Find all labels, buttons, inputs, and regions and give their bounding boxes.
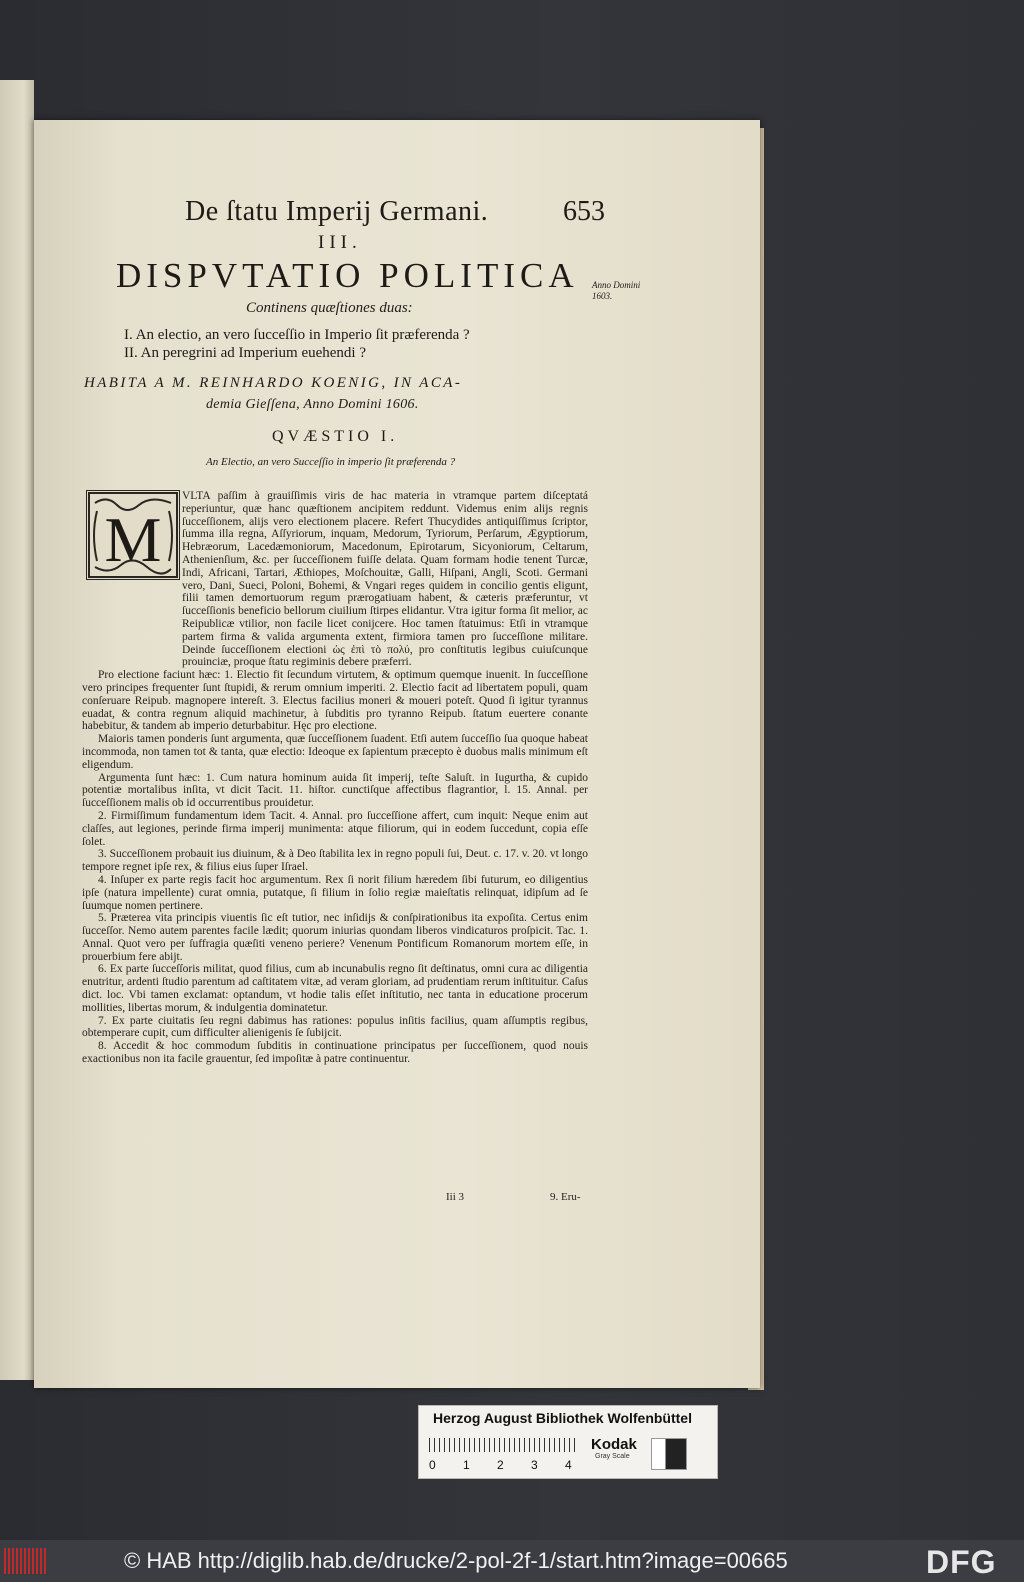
question-list <box>124 326 470 362</box>
signature-mark: Iii 3 <box>446 1191 465 1203</box>
paragraph: Argumenta ſunt hæc: 1. Cum natura hominum auida ſit imperij, teſte Saluſt. in Iugurtha, & cupido potentiæ mortalibus inſita, vt dicit Tacit. 11. hiſtor. cunctiſque affectibus flagrantior, l. 15. Annal. per ſucceſſionem malis ob id occurrentibus prouidetur. <box>82 771 588 810</box>
page-number: 653 <box>563 196 605 227</box>
habita-line: HABITA A M. REINHARDO KOENIG, IN ACA- <box>84 375 463 391</box>
ruler-number: 1 <box>463 1458 470 1472</box>
initial-letter: M <box>104 504 162 575</box>
paragraph: 6. Ex parte ſucceſſoris militat, quod filius, cum ab incunabulis regno ſit deſtinatus, omni cura ac diligentia enutritur, ardenti ſtudio parentum ad caſtitatem vitæ, ad veram gloriam, ad prudentiam rerum inſtituitur. Caſus dict. loc. Vbi tamen exclamat: optandum, vt hodie talis eſſet inſtitutio, nec tanta in educatione procerum mollities, libertas morum, & indulgentia dominatetur. <box>82 963 588 1014</box>
copyright-link[interactable]: © HAB http://diglib.hab.de/drucke/2-pol-2f-1/start.htm?image=00665 <box>124 1548 788 1573</box>
ornament-icon <box>87 491 179 579</box>
decorated-initial <box>86 490 180 580</box>
disputation-number: III. <box>318 232 362 253</box>
paragraph: 5. Præterea vita principis viuentis ſic eſt tutior, nec inſidijs & conſpirationibus ita expoſita. Certus enim ſucceſſor. Nemo autem parentes facile lædit; quorum iniurias quondam liberos vindicaturos proſpicit. Tac. 1. Annal. Quot vero per ſuffragia quæſiti veneno periere? Venenum Pontificum Romanorum mortem eſſe, in prouerbium fere abijt. <box>82 912 588 963</box>
ruler-number: 4 <box>565 1458 572 1472</box>
footer-bar <box>0 1540 1024 1582</box>
disputation-title: DISPVTATIO POLITICA <box>116 256 579 295</box>
habita-line-2: demia Gieſſena, Anno Domini 1606. <box>206 397 419 412</box>
running-title: De ſtatu Imperij Germani. <box>185 196 489 227</box>
hab-barcode-icon <box>4 1548 48 1574</box>
question-item: II. An peregrini ad Imperium euehendi ? <box>124 345 366 361</box>
paragraph: 3. Succeſſionem probauit ius diuinum, & à Deo ſtabilita lex in regno populi ſui, Deut. c. 17. v. 20. vt longo tempore regnet ipſe rex, & filius eius ſuper Iſrael. <box>82 848 588 874</box>
margin-note <box>592 280 640 302</box>
paragraph: 4. Inſuper ex parte regis facit hoc argumentum. Rex ſi norit filium hæredem ſibi futurum, eo diligentius ipſe (natura impellente) curat omnia, putatque, ſi filium in ſolio regiæ maieſtatis relinquat, idipſum ad ſe ſuumque nomen pertinere. <box>82 873 588 912</box>
quaestio-subheading: An Electio, an vero Succeſſio in imperio ſit præferenda ? <box>206 456 456 468</box>
paragraph: Pro electione faciunt hæc: 1. Electio fit ſecundum virtutem, & optimum quemque inuenit. In ſucceſſione vero principes frequenter ſunt ſtupidi, & rerum omnium imperiti. 2. Electio facit ad libertatem populi, quam conſeruare Reipub. magnopere intereſt. 3. Electus facilius moneri & moueri poteſt. Quod ſi igitur tyrannus euadat, & contra regnum aliquid machinetur, à ſubditis pro tyranno Reipub. ſtatum euertere conante habebitur, & tandem ab imperio deturbabitur. Hęc pro electione. <box>82 669 588 733</box>
left-page-edge <box>0 80 34 1380</box>
paragraph: 7. Ex parte ciuitatis ſeu regni dabimus has rationes: populus inſitis facilius, quam aſſumptis regibus, obtemperare cupit, cum difficulter alienigenis ſe ſubijcit. <box>82 1014 588 1040</box>
kodak-logo: Kodak <box>591 1436 637 1453</box>
dfg-logo: DFG <box>926 1544 997 1580</box>
paragraph: 2. Firmiſſimum fundamentum idem Tacit. 4. Annal. pro ſucceſſione affert, cum inquit: Neque enim aut claſſes, aut legiones, perinde firma imperij munimenta: atque filiorum, qui in eodem ſuccedunt, copia eſſe ſolet. <box>82 809 588 848</box>
ruler-number: 3 <box>531 1458 538 1472</box>
ruler-number: 0 <box>429 1458 436 1472</box>
grayscale-label: Gray Scale <box>595 1453 630 1460</box>
quaestio-heading: QVÆSTIO I. <box>272 428 399 445</box>
paragraph: VLTA paſſim à grauiſſimis viris de hac materia in vtramque partem diſceptatá reperiuntur, quæ hanc quæſtionem ancipitem reddunt. Videmus enim alijs regnis ſucceſſionem, alijs vero electionem placere. Refert Thucydides antiquiſſimus ſcriptor, ſumma illa regna, Aſſyriorum, inquam, Medorum, Tyriorum, Perſarum, Ægyptiorum, Hebræorum, Lacedæmoniorum, Macedonum, Epirotarum, Sicyoniorum, Celtarum, Athenienſium, &c. per ſucceſſionem fuiſſe delata. Quam formam hodie tenent Turcæ, Indi, Africani, Tartari, Æthiopes, Moſchouitæ, Galli, Hiſpani, Angli, Scoti. Germani vero, Dani, Sueci, Poloni, Bohemi, & Vngari reges quidem in concilio gentis eligunt, filii tamen demortuorum regum prærogatiuam habent, & cæteris præferuntur, vt ſucceſſionis beneficio bellorum ciuilium ſtirpes elidantur. Vtra igitur forma ſit melior, ac Reipublicæ vtilior, non facile licet conijcere. Hoc tamen ſtatuimus: Etſi in vtramque partem firma & valida argumenta extent, firmiora tamen pro ſucceſſione militare. Deinde ſucceſſionem electioni ὡς ἐπὶ τὸ πολύ, pro conſtitutis legibus cuiuſcunque prouinciæ, proque ſtatu regiminis debere præferri. <box>182 490 588 669</box>
measuring-ruler <box>429 1438 579 1452</box>
margin-note-year: 1603. <box>592 291 613 301</box>
ruler-number: 2 <box>497 1458 504 1472</box>
running-head <box>145 196 605 236</box>
library-name: Herzog August Bibliothek Wolfenbüttel <box>433 1410 692 1426</box>
catchword: 9. Eru- <box>550 1191 581 1203</box>
subtitle: Continens quæſtiones duas: <box>246 300 413 316</box>
margin-note-line: Anno Domini <box>592 280 641 290</box>
paragraph: 8. Accedit & hoc commodum ſubditis in continuatione principatus per ſucceſſionem, quod nouis exactionibus non ita facile grauentur, ſed impoſitæ à patre continuentur. <box>82 1040 588 1066</box>
question-item: I. An electio, an vero ſucceſſio in Imperio ſit præferenda ? <box>124 327 470 343</box>
gray-patch <box>651 1438 687 1470</box>
paragraph: Maioris tamen ponderis ſunt argumenta, quæ ſucceſſionem ſuadent. Etſi autem ſucceſſio ſua quoque habeat incommoda, non tamen tot & tanta, quæ electio: Ideoque ex ſapientum præcepto è duobus malis minimum eſt eligendum. <box>82 733 588 771</box>
color-reference-card <box>418 1405 718 1479</box>
